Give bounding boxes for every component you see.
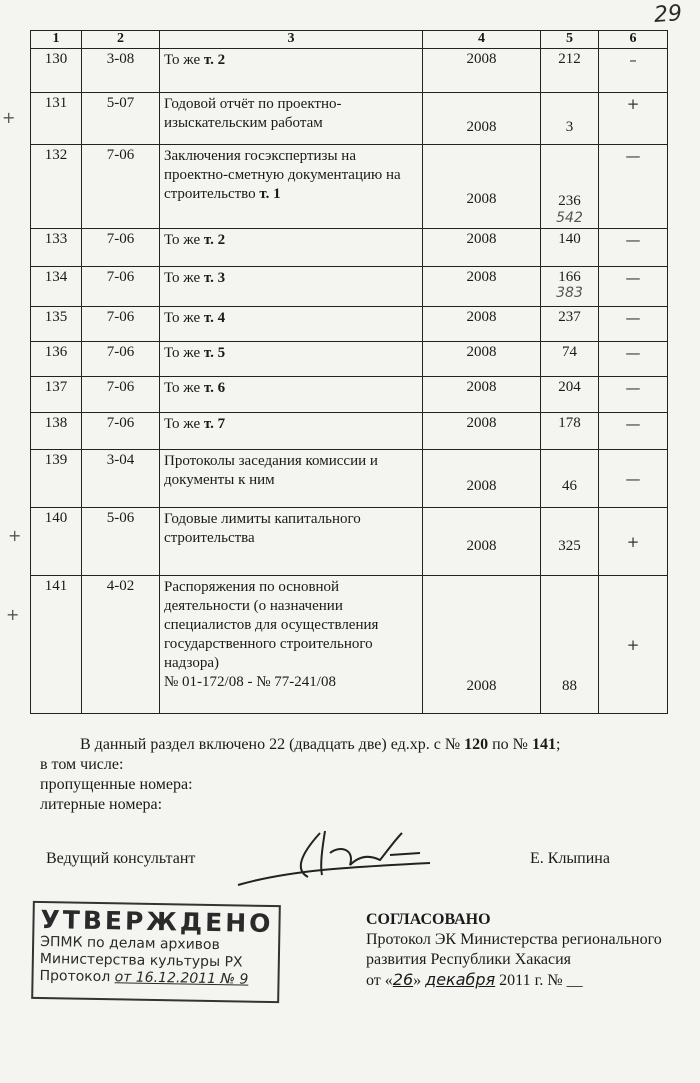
stamp-line: Министерства культуры РХ (39, 950, 243, 971)
row-index-code: 7-06 (82, 307, 160, 342)
agreement-line: Протокол ЭК Министерства регионального (366, 931, 662, 948)
row-title: То же т. 4 (160, 307, 423, 342)
row-index-code: 3-08 (82, 49, 160, 93)
column-header: 6 (599, 31, 668, 49)
row-number: 139 (31, 450, 82, 508)
table-row (31, 377, 668, 413)
table-header-row (31, 31, 668, 49)
column-header: 3 (160, 31, 423, 49)
row-number: 137 (31, 377, 82, 413)
row-sheets: 46 (541, 450, 599, 508)
table-row (31, 342, 668, 377)
margin-mark: + (2, 108, 16, 127)
handwritten-signature (230, 825, 440, 890)
row-sheets: 178 (541, 413, 599, 450)
row-check-mark: + (599, 93, 668, 145)
row-sheets: 204 (541, 377, 599, 413)
row-title: То же т. 7 (160, 413, 423, 450)
row-check-mark: — (599, 267, 668, 307)
agreement-line: развития Республики Хакасия (366, 951, 572, 968)
stamp-title: УТВЕРЖДЕНО (40, 904, 274, 939)
row-title: Протоколы заседания комиссии и документы к ним (160, 450, 423, 508)
row-year: 2008 (423, 267, 541, 307)
margin-mark: + (8, 526, 22, 545)
row-title: То же т. 2 (160, 49, 423, 93)
row-year: 2008 (423, 93, 541, 145)
row-check-mark: — (599, 145, 668, 229)
row-number: 133 (31, 229, 82, 267)
row-index-code: 3-04 (82, 450, 160, 508)
row-number: 136 (31, 342, 82, 377)
table-row (31, 145, 668, 229)
stamp-line: Протокол от 16.12.2011 № 9 (39, 967, 249, 988)
row-number: 135 (31, 307, 82, 342)
table-row (31, 93, 668, 145)
row-check-mark: — (599, 307, 668, 342)
row-title: То же т. 3 (160, 267, 423, 307)
row-number: 131 (31, 93, 82, 145)
row-year: 2008 (423, 145, 541, 229)
row-number: 134 (31, 267, 82, 307)
approval-stamp (31, 901, 281, 1003)
row-document-range: № 01-172/08 - № 77-241/08 (164, 674, 336, 690)
row-sheets: 212 (541, 49, 599, 93)
table-row (31, 267, 668, 307)
column-header: 2 (82, 31, 160, 49)
row-title: Годовые лимиты капитального строительства (160, 508, 423, 576)
page-number: 29 (653, 1, 683, 28)
row-check-mark: — (599, 342, 668, 377)
row-year: 2008 (423, 307, 541, 342)
handwritten-note: 383 (556, 285, 583, 301)
row-index-code: 5-06 (82, 508, 160, 576)
row-year: 2008 (423, 508, 541, 576)
agreement-date-line: от «26» декабря 2011 г. № __ (366, 970, 583, 989)
handwritten-note: 542 (556, 210, 583, 226)
row-sheets: 74 (541, 342, 599, 377)
row-number: 138 (31, 413, 82, 450)
agreement-title: СОГЛАСОВАНО (366, 911, 491, 928)
summary-including: в том числе: (40, 756, 124, 773)
row-check-mark: — (599, 413, 668, 450)
row-number: 141 (31, 576, 82, 714)
row-sheets: 237 (541, 307, 599, 342)
inventory-table (30, 30, 668, 714)
row-year: 2008 (423, 342, 541, 377)
row-index-code: 7-06 (82, 413, 160, 450)
row-sheets: 166 383 (541, 267, 599, 307)
row-sheets: 3 (541, 93, 599, 145)
row-title: То же т. 6 (160, 377, 423, 413)
table-row (31, 508, 668, 576)
row-title: То же т. 5 (160, 342, 423, 377)
summary-letter-numbers: литерные номера: (40, 796, 163, 813)
stamp-line: ЭПМК по делам архивов (40, 933, 220, 954)
row-index-code: 7-06 (82, 145, 160, 229)
row-check-mark: + (599, 576, 668, 714)
row-check-mark: – (599, 49, 668, 93)
summary-count-line: В данный раздел включено 22 (двадцать две) ед.хр. с № 120 по № 141; (80, 736, 561, 753)
table-row (31, 576, 668, 714)
handwritten-month: декабря (425, 970, 496, 989)
row-title: То же т. 2 (160, 229, 423, 267)
row-number: 132 (31, 145, 82, 229)
agreement-block (366, 910, 662, 991)
row-index-code: 7-06 (82, 342, 160, 377)
table-row (31, 307, 668, 342)
table-row (31, 450, 668, 508)
summary-skipped-numbers: пропущенные номера: (40, 776, 193, 793)
row-sheets: 140 (541, 229, 599, 267)
row-number: 140 (31, 508, 82, 576)
row-title: Заключения госэкспертизы на проектно-сметную документацию на строительство т. 1 (160, 145, 423, 229)
row-check-mark: — (599, 229, 668, 267)
row-title: Распоряжения по основной деятельности (о назначении специалистов для осуществления государственного строительного надзора) № 01-172/08 - № 77-241/08 (160, 576, 423, 714)
margin-mark: + (6, 605, 20, 624)
row-sheets: 88 (541, 576, 599, 714)
row-index-code: 5-07 (82, 93, 160, 145)
row-year: 2008 (423, 377, 541, 413)
row-title: Годовой отчёт по проектно-изыскательским работам (160, 93, 423, 145)
row-check-mark: + (599, 508, 668, 576)
row-year: 2008 (423, 413, 541, 450)
table-row (31, 49, 668, 93)
row-sheets: 236 542 (541, 145, 599, 229)
row-year: 2008 (423, 576, 541, 714)
row-index-code: 7-06 (82, 267, 160, 307)
handwritten-day: 26 (392, 970, 414, 989)
row-number: 130 (31, 49, 82, 93)
column-header: 4 (423, 31, 541, 49)
column-header: 1 (31, 31, 82, 49)
row-index-code: 4-02 (82, 576, 160, 714)
row-check-mark: — (599, 377, 668, 413)
column-header: 5 (541, 31, 599, 49)
signer-role: Ведущий консультант (46, 850, 196, 867)
stamp-handwritten-date: от 16.12.2011 № 9 (114, 969, 249, 988)
row-year: 2008 (423, 450, 541, 508)
table-row (31, 229, 668, 267)
row-check-mark: — (599, 450, 668, 508)
table-row (31, 413, 668, 450)
row-index-code: 7-06 (82, 229, 160, 267)
row-year: 2008 (423, 49, 541, 93)
row-sheets: 325 (541, 508, 599, 576)
section-summary (40, 735, 680, 815)
signer-name: Е. Клыпина (530, 850, 610, 867)
row-index-code: 7-06 (82, 377, 160, 413)
row-year: 2008 (423, 229, 541, 267)
